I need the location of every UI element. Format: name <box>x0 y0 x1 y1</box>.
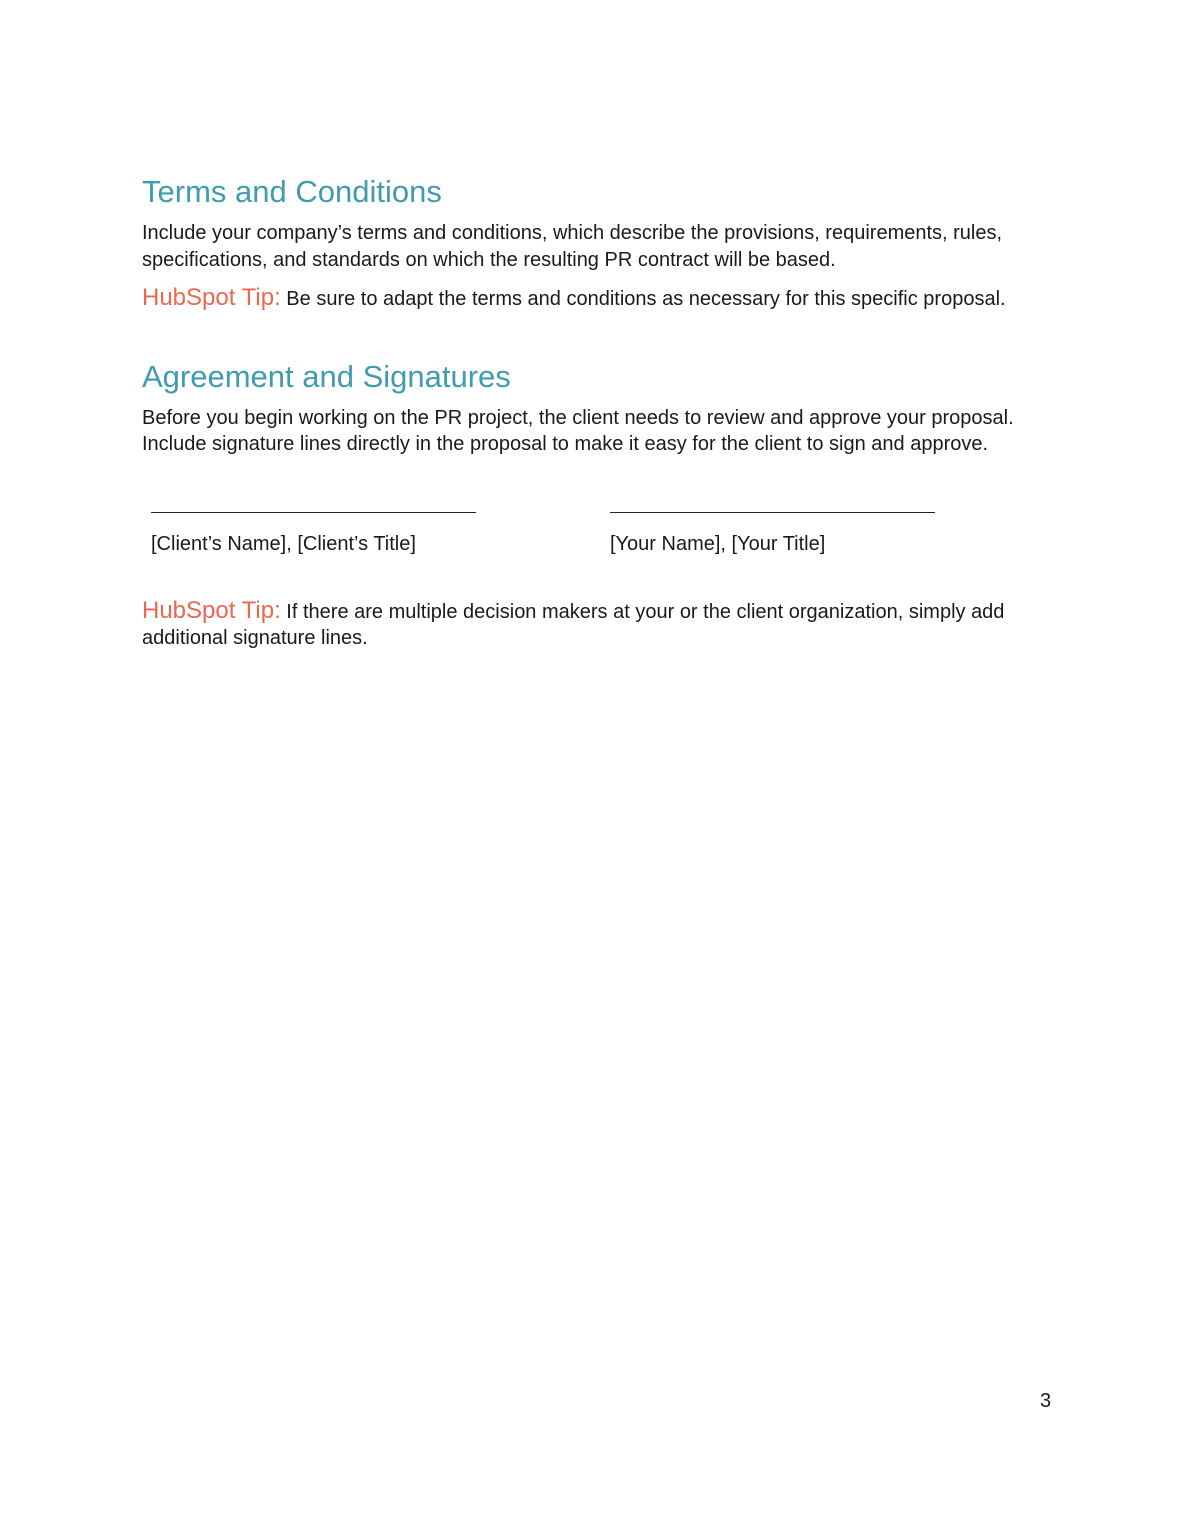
agreement-tip <box>142 598 1052 652</box>
page-content <box>142 172 1052 652</box>
signature-block <box>142 492 1052 582</box>
terms-tip-text: Be sure to adapt the terms and conditions as necessary for this specific proposal. <box>280 288 1006 310</box>
client-signature <box>151 492 481 557</box>
terms-tip <box>142 285 1052 313</box>
terms-heading: Terms and Conditions <box>142 174 442 209</box>
agreement-body: Before you begin working on the PR project, the client needs to review and approve your proposal. Include signature lines directly in the proposal to make it easy for the client to sign and approve. <box>142 406 1014 455</box>
agreement-heading: Agreement and Signatures <box>142 358 511 394</box>
client-signature-line <box>151 512 476 513</box>
your-signature <box>610 492 940 557</box>
terms-tip-label: HubSpot Tip: <box>142 284 281 311</box>
terms-body: Include your company’s terms and conditions, which describe the provisions, requirements, rules, specifications, and standards on which the resulting PR contract will be based. <box>142 222 1003 271</box>
client-signature-name: [Client’s Name], [Client’s Title] <box>151 532 416 555</box>
agreement-tip-label: HubSpot Tip: <box>142 596 281 624</box>
agreement-tip-text: If there are multiple decision makers at your or the client organization, simply add additional signature lines. <box>142 600 1005 649</box>
your-signature-name: [Your Name], [Your Title] <box>610 532 826 555</box>
your-signature-line <box>610 512 935 513</box>
page-number: 3 <box>1040 1390 1052 1412</box>
